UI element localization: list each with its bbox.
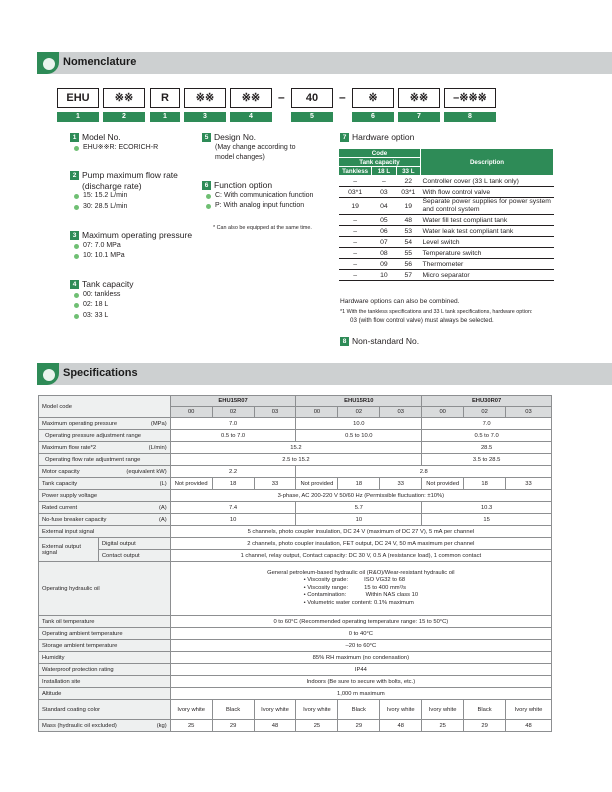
cell: 03*1 <box>339 187 372 198</box>
cell: Not provided <box>170 478 212 490</box>
badge: 4 <box>70 280 79 289</box>
cell: 3.5 to 28.5 <box>422 454 552 466</box>
row-label: Waterproof protection rating <box>39 664 171 676</box>
cell: 19 <box>339 198 372 215</box>
cell: 02 <box>212 407 254 418</box>
table-row <box>39 502 552 514</box>
badge: 5 <box>202 133 211 142</box>
model-header: EHU15R10 <box>296 396 422 407</box>
table-row <box>39 688 552 700</box>
oil-line: • Volumetric water content: 0.1% maximum <box>303 599 414 606</box>
cell: 2.5 to 15.2 <box>170 454 422 466</box>
cell: 2.2 <box>170 466 296 478</box>
cell: Black <box>464 700 506 720</box>
code-number-5: 4 <box>230 112 272 122</box>
cell: 00 <box>170 407 212 418</box>
row-sublabel: Contact output <box>98 550 170 562</box>
cell: 3-phase, AC 200-220 V 50/60 Hz (Permissible fluctuation: ±10%) <box>170 490 551 502</box>
cell: 22 <box>396 176 420 187</box>
block-title: Model No. <box>82 132 121 142</box>
cell: Ivory white <box>254 700 296 720</box>
unit-text: (kg) <box>156 722 167 729</box>
cell: 00 <box>422 407 464 418</box>
label-text: Motor capacity <box>42 468 80 475</box>
row-label: Operating flow rate adjustment range <box>39 454 171 466</box>
specifications-header <box>37 363 612 385</box>
list-item: C: With communication function <box>202 191 337 202</box>
cell: 0 to 40°C <box>170 628 551 640</box>
cell: 33 <box>380 478 422 490</box>
cell: 5.7 <box>296 502 422 514</box>
nomenclature-title: Nomenclature <box>63 56 137 68</box>
table-row <box>339 176 554 187</box>
cell: 29 <box>212 720 254 732</box>
code-dash-1: – <box>278 90 285 104</box>
cell: 08 <box>372 248 396 259</box>
table-row <box>339 198 554 215</box>
row-label <box>39 502 171 514</box>
cell: 0 to 60°C (Recommended operating temperature range: 15 to 50°C) <box>170 616 551 628</box>
row-label: Humidity <box>39 652 171 664</box>
block-title: Pump maximum flow rate (discharge rate) <box>82 170 178 191</box>
unit-text: (L) <box>159 480 167 487</box>
code-number-1: 1 <box>57 112 99 122</box>
cell: Ivory white <box>170 700 212 720</box>
cell: – <box>339 248 372 259</box>
table-row <box>39 550 552 562</box>
cell: – <box>339 176 372 187</box>
table-row <box>339 187 554 198</box>
code-number-6: 5 <box>291 112 333 122</box>
table-row <box>39 526 552 538</box>
section-icon <box>37 363 59 385</box>
badge: 6 <box>202 181 211 190</box>
hw-head-tank: Tank capacity <box>339 158 421 167</box>
cell: 03 <box>506 407 552 418</box>
cell: 10 <box>170 514 296 526</box>
badge: 3 <box>70 231 79 240</box>
row-label <box>39 514 171 526</box>
label-text: Rated current <box>42 504 78 511</box>
cell: Separate power supplies for power system and control system <box>420 198 553 215</box>
cell: 48 <box>506 720 552 732</box>
cell: 03 <box>372 187 396 198</box>
cell: 54 <box>396 237 420 248</box>
cell: 57 <box>396 270 420 281</box>
pump-block <box>70 170 200 212</box>
cell: 15.2 <box>170 442 422 454</box>
cell: 03*1 <box>396 187 420 198</box>
table-row <box>39 700 552 720</box>
cell: 06 <box>372 226 396 237</box>
cell: Indoors (Be sure to secure with bolts, etc.) <box>170 676 551 688</box>
cell: 85% RH maximum (no condensation) <box>170 652 551 664</box>
table-row <box>339 248 554 259</box>
cell: 02 <box>338 407 380 418</box>
function-block <box>202 180 337 212</box>
label-text: Maximum flow rate*2 <box>42 444 97 451</box>
cell: 10 <box>372 270 396 281</box>
block-title: Function option <box>214 180 273 190</box>
cell: 5 channels, photo coupler insulation, DC 24 V (maximum of DC 27 V), 5 mA per channel <box>170 526 551 538</box>
code-box-4: ※※ <box>184 88 226 108</box>
row-label <box>39 418 171 430</box>
table-row <box>339 259 554 270</box>
cell: 48 <box>254 720 296 732</box>
cell: 1,000 m maximum <box>170 688 551 700</box>
cell: Controller cover (33 L tank only) <box>420 176 553 187</box>
badge: 8 <box>340 337 349 346</box>
oil-line: General petroleum-based hydraulic oil (R&O)/Wear-resistant hydraulic oil <box>267 569 455 576</box>
cell: 25 <box>170 720 212 732</box>
hardware-option-table <box>338 148 554 281</box>
cell: 10.3 <box>422 502 552 514</box>
cell: 18 <box>212 478 254 490</box>
cell: Not provided <box>422 478 464 490</box>
code-box-1: EHU <box>57 88 99 108</box>
row-label <box>39 478 171 490</box>
row-label: Operating pressure adjustment range <box>39 430 171 442</box>
cell: Temperature switch <box>420 248 553 259</box>
design-note: (May change according to model changes) <box>215 143 296 161</box>
unit-text: (MPa) <box>150 420 167 427</box>
code-box-3: R <box>150 88 180 108</box>
table-row <box>39 640 552 652</box>
specifications-title: Specifications <box>63 367 138 379</box>
code-box-8: ※※ <box>398 88 440 108</box>
cell: Black <box>338 700 380 720</box>
cell: Level switch <box>420 237 553 248</box>
cell: 56 <box>396 259 420 270</box>
hw-head-col: 18 L <box>372 167 396 176</box>
list-item: 15: 15.2 L/min <box>70 191 200 202</box>
cell: 1 channel, relay output, Contact capacity: DC 30 V, 0.5 A (resistance load), 1 common contact <box>170 550 551 562</box>
cell: Ivory white <box>296 700 338 720</box>
table-row <box>339 226 554 237</box>
cell: Ivory white <box>380 700 422 720</box>
badge: 1 <box>70 133 79 142</box>
hw-head-code: Code <box>339 149 421 158</box>
oil-line: • Contamination: Within NAS class 10 <box>303 592 419 599</box>
table-row <box>39 652 552 664</box>
block-title: Hardware option <box>352 132 415 142</box>
list-item: 03: 33 L <box>70 311 200 322</box>
row-label: Altitude <box>39 688 171 700</box>
tank-block <box>70 279 200 321</box>
badge: 2 <box>70 171 79 180</box>
label-text: No-fuse breaker capacity <box>42 516 107 523</box>
row-sublabel: Digital output <box>98 538 170 550</box>
section-icon <box>37 52 59 74</box>
hw-head-desc: Description <box>420 149 553 176</box>
list-item: EHU※※R: ECORICH-R <box>70 143 200 154</box>
table-row <box>339 215 554 226</box>
cell: Micro separator <box>420 270 553 281</box>
cell: 18 <box>338 478 380 490</box>
code-number-3: 1 <box>150 112 180 122</box>
oil-line: • Viscosity range: 15 to 400 mm²/s <box>303 584 407 591</box>
table-row <box>39 466 552 478</box>
row-label: Power supply voltage <box>39 490 171 502</box>
table-row <box>39 616 552 628</box>
nonstandard-block <box>340 336 480 347</box>
cell: 0.5 to 10.0 <box>296 430 422 442</box>
table-row <box>339 270 554 281</box>
block-title: Tank capacity <box>82 279 134 289</box>
label-text: Mass (hydraulic oil excluded) <box>42 722 117 729</box>
list-item: 07: 7.0 MPa <box>70 241 210 252</box>
code-box-6: 40 <box>291 88 333 108</box>
cell: 25 <box>296 720 338 732</box>
cell: 19 <box>396 198 420 215</box>
row-label: Operating hydraulic oil <box>39 562 171 616</box>
code-box-2: ※※ <box>103 88 145 108</box>
cell: 7.4 <box>170 502 296 514</box>
table-row <box>39 676 552 688</box>
cell: With flow control valve <box>420 187 553 198</box>
table-row <box>39 562 552 616</box>
cell: 2 channels, photo coupler insulation, FET output, DC 24 V, 50 mA maximum per channel <box>170 538 551 550</box>
cell: 25 <box>422 720 464 732</box>
cell: 02 <box>464 407 506 418</box>
pressure-block <box>70 230 210 262</box>
code-number-4: 3 <box>184 112 226 122</box>
cell: – <box>339 237 372 248</box>
table-row <box>39 430 552 442</box>
cell: Black <box>212 700 254 720</box>
cell: 03 <box>254 407 296 418</box>
hw-note-2: *1 With the tankless specifications and 33 L tank specifications, hardware option: <box>340 309 533 315</box>
block-title: Design No. <box>214 132 257 142</box>
table-row <box>39 628 552 640</box>
cell: 0.5 to 7.0 <box>422 430 552 442</box>
cell: 28.5 <box>422 442 552 454</box>
cell: 55 <box>396 248 420 259</box>
row-label: Storage ambient temperature <box>39 640 171 652</box>
row-label <box>39 466 171 478</box>
cell: 48 <box>380 720 422 732</box>
cell: Thermometer <box>420 259 553 270</box>
table-row <box>39 490 552 502</box>
list-item: 10: 10.1 MPa <box>70 251 210 262</box>
cell: – <box>372 176 396 187</box>
unit-text: (A) <box>158 504 167 511</box>
cell: 07 <box>372 237 396 248</box>
table-row <box>39 664 552 676</box>
cell: 53 <box>396 226 420 237</box>
unit-text: (L/min) <box>148 444 167 451</box>
cell: 2.8 <box>296 466 552 478</box>
row-label: External output signal <box>39 538 99 562</box>
table-row <box>39 514 552 526</box>
row-label: External input signal <box>39 526 171 538</box>
model-header: EHU30R07 <box>422 396 552 407</box>
code-number-9: 8 <box>444 112 496 122</box>
cell: 7.0 <box>170 418 296 430</box>
row-label: Operating ambient temperature <box>39 628 171 640</box>
code-box-9: –※※※ <box>444 88 496 108</box>
oil-cell <box>170 562 551 616</box>
hw-head-col: Tankless <box>339 167 372 176</box>
block-title: Non-standard No. <box>352 336 420 346</box>
cell: 09 <box>372 259 396 270</box>
cell: 10.0 <box>296 418 422 430</box>
table-row <box>39 538 552 550</box>
cell: 7.0 <box>422 418 552 430</box>
label-text: Maximum operating pressure <box>42 420 118 427</box>
design-block <box>202 132 332 164</box>
table-row <box>39 720 552 732</box>
oil-details <box>304 577 418 607</box>
cell: Ivory white <box>506 700 552 720</box>
cell: – <box>339 270 372 281</box>
cell: 29 <box>464 720 506 732</box>
cell: Ivory white <box>422 700 464 720</box>
cell: 18 <box>464 478 506 490</box>
cell: 05 <box>372 215 396 226</box>
row-label: Model code <box>39 396 171 418</box>
code-number-7: 6 <box>352 112 394 122</box>
cell: 33 <box>254 478 296 490</box>
badge: 7 <box>340 133 349 142</box>
table-row <box>39 442 552 454</box>
row-label <box>39 442 171 454</box>
table-row <box>39 478 552 490</box>
cell: –20 to 60°C <box>170 640 551 652</box>
block-title: Maximum operating pressure <box>82 230 193 240</box>
hw-head-col: 33 L <box>396 167 420 176</box>
list-item: 00: tankless <box>70 290 200 301</box>
cell: 03 <box>380 407 422 418</box>
table-row <box>39 396 552 407</box>
code-number-8: 7 <box>398 112 440 122</box>
cell: Water leak test compliant tank <box>420 226 553 237</box>
cell: – <box>339 259 372 270</box>
cell: Not provided <box>296 478 338 490</box>
code-number-2: 2 <box>103 112 145 122</box>
table-row <box>39 418 552 430</box>
table-row <box>339 237 554 248</box>
cell: – <box>339 226 372 237</box>
cell: 33 <box>506 478 552 490</box>
oil-line: • Viscosity grade: ISO VG32 to 68 <box>303 577 406 584</box>
row-label <box>39 720 171 732</box>
label-text: Tank capacity <box>42 480 78 487</box>
nomenclature-header <box>37 52 612 74</box>
cell: 00 <box>296 407 338 418</box>
table-row <box>39 454 552 466</box>
function-note: * Can also be equipped at the same time. <box>213 225 312 231</box>
cell: Water fill test compliant tank <box>420 215 553 226</box>
code-dash-2: – <box>339 90 346 104</box>
list-item: P: With analog input function <box>202 201 337 212</box>
cell: – <box>339 215 372 226</box>
code-box-7: ※ <box>352 88 394 108</box>
list-item: 02: 18 L <box>70 300 200 311</box>
hardware-block <box>340 132 480 143</box>
row-label: Installation site <box>39 676 171 688</box>
unit-text: (equivalent kW) <box>126 468 167 475</box>
list-item: 30: 28.5 L/min <box>70 202 200 213</box>
model-header: EHU15R07 <box>170 396 296 407</box>
cell: 48 <box>396 215 420 226</box>
code-box-5: ※※ <box>230 88 272 108</box>
model-block <box>70 132 200 153</box>
cell: IP44 <box>170 664 551 676</box>
row-label: Standard coating color <box>39 700 171 720</box>
cell: 0.5 to 7.0 <box>170 430 296 442</box>
cell: 04 <box>372 198 396 215</box>
row-label: Tank oil temperature <box>39 616 171 628</box>
cell: 15 <box>422 514 552 526</box>
hw-note-1: Hardware options can also be combined. <box>340 298 460 305</box>
cell: 10 <box>296 514 422 526</box>
cell: 29 <box>338 720 380 732</box>
hw-note-3: 03 (with flow control valve) must always be selected. <box>350 317 494 324</box>
specifications-table <box>38 395 552 732</box>
unit-text: (A) <box>158 516 167 523</box>
